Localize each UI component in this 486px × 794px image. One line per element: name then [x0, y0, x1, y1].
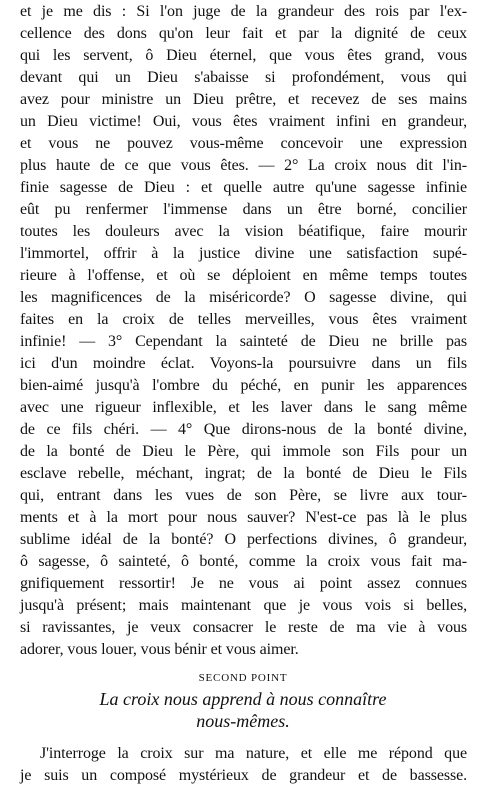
text-line: devant qui un Dieu s'abaisse si profondément, vous qui [20, 69, 467, 86]
text-line: les magnificences de la miséricorde? O sagesse divine, qui [20, 289, 467, 306]
text-line: l'immortel, offrir à la justice divine une satisfaction supé- [20, 245, 467, 262]
text-line: ô sagesse, ô sainteté, ô bonté, comme la croix vous fait ma- [20, 553, 467, 570]
text-line: avec une rigueur inflexible, et les laver dans le sang même [20, 399, 467, 416]
text-line: rieure à l'offense, et où se déploient en même temps toutes [20, 267, 467, 284]
text-line: et je me dis : Si l'on juge de la grandeur des rois par l'ex- [20, 3, 467, 20]
text-line: faites en la croix de telles merveilles, vous êtes vraiment [20, 311, 467, 328]
text-line: bien-aimé jusqu'à l'ombre du péché, en punir les apparences [20, 377, 467, 394]
text-line: ments et à la mort pour nous sauver? N'est-ce pas là le plus [20, 509, 467, 526]
text-line: J'interroge la croix sur ma nature, et elle me répond que [40, 745, 467, 762]
section-label: SECOND POINT [198, 672, 288, 684]
text-line: je suis un composé mystérieux de grandeur et de bassesse. [20, 767, 467, 784]
text-line: un Dieu victime! Oui, vous êtes vraiment infini en grandeur, [20, 113, 467, 130]
text-line: de ce fils chéri. — 4° Que dirons-nous de la bonté divine, [20, 421, 467, 438]
text-line: jusqu'à présent; mais maintenant que je vous vois si belles, [20, 597, 467, 614]
section-title-line: La croix nous apprend à nous connaître [99, 689, 387, 709]
text-line: qui les servent, ô Dieu éternel, que vous êtes grand, vous [20, 47, 467, 64]
text-line: finie sagesse de Dieu : et quelle autre qu'une sagesse infinie [20, 179, 467, 196]
text-line: eût pu renfermer l'immense dans un être borné, concilier [20, 201, 467, 218]
text-line: sublime idéal de la bonté? O perfections divines, ô grandeur, [20, 531, 467, 548]
text-line: infinie! — 3° Cependant la sainteté de Dieu ne brille pas [20, 333, 467, 350]
text-line: si ravissantes, je veux consacrer le reste de ma vie à vous [20, 619, 467, 636]
text-line: avez pour ministre un Dieu prêtre, et recevez de ses mains [20, 91, 467, 108]
text-line: de la bonté de Dieu le Père, qui immole son Fils pour un [20, 443, 467, 460]
text-line: gnifiquement ressortir! Je ne vous ai point assez connues [20, 575, 467, 592]
text-line: et vous ne pouvez vous-même concevoir une expression [20, 135, 467, 152]
text-line: cellence des dons qu'on leur fait et par la dignité de ceux [20, 25, 467, 42]
section-title-line: nous-mêmes. [196, 711, 290, 731]
text-line: toutes les douleurs avec la vision béatifique, faire mourir [20, 223, 467, 240]
text-line: plus haute de ce que vous êtes. — 2° La croix nous dit l'in- [20, 157, 467, 174]
text-line: adorer, vous louer, vous bénir et vous aimer. [20, 641, 299, 658]
text-line: esclave rebelle, méchant, ingrat; de la bonté de Dieu le Fils [20, 465, 467, 482]
text-line: qui, entrant dans les vues de son Père, se livre aux tour- [20, 487, 467, 504]
text-line: ici d'un moindre éclat. Voyons-la poursuivre dans un fils [20, 355, 467, 372]
